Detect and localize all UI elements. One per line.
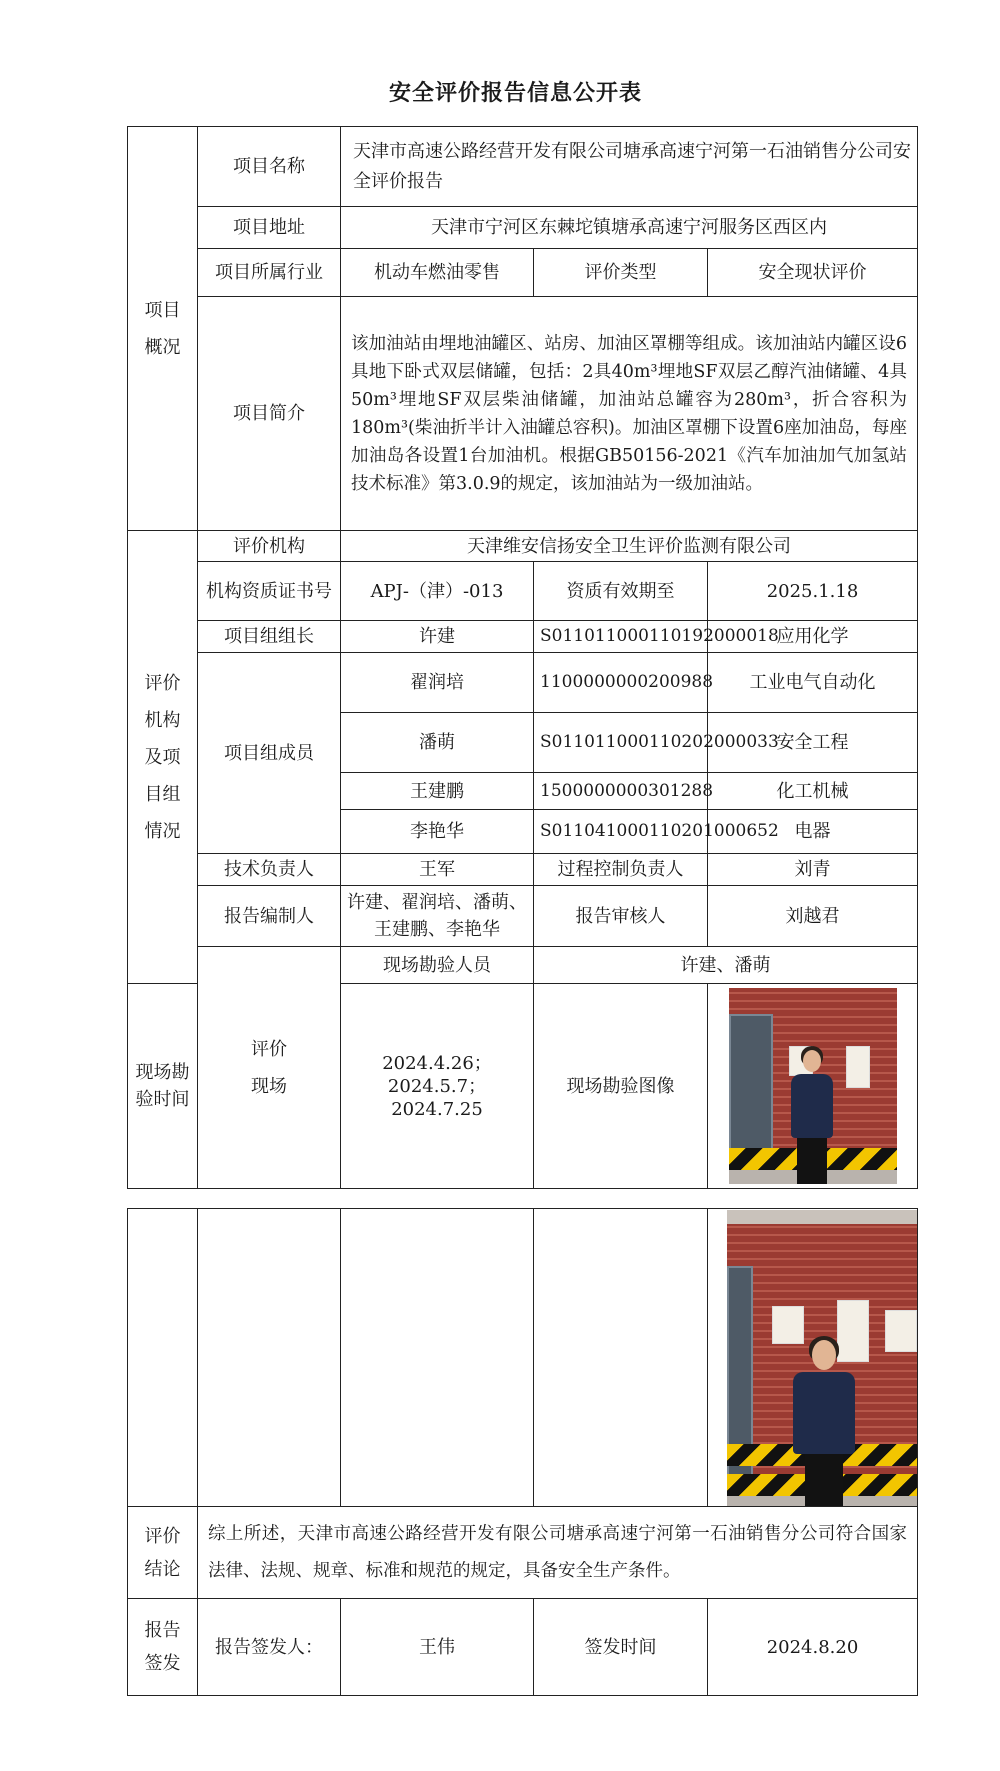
process-lead-label: 过程控制负责人 bbox=[534, 854, 708, 886]
project-address-value: 天津市宁河区东棘坨镇塘承高速宁河服务区西区内 bbox=[341, 207, 918, 249]
valid-value: 2025.1.18 bbox=[708, 562, 918, 621]
author-value: 许建、翟润培、潘萌、王建鹏、李艳华 bbox=[341, 886, 534, 947]
signer-label: 报告签发人： bbox=[198, 1599, 341, 1696]
member-id: 1100000000200988 bbox=[534, 653, 708, 713]
issue-date-value: 2024.8.20 bbox=[708, 1599, 918, 1696]
member-name: 潘萌 bbox=[341, 713, 534, 773]
project-intro-value: 该加油站由埋地油罐区、站房、加油区罩棚等组成。该加油站内罐区设6具地下卧式双层储罐，包括：2具40m³埋地SF双层乙醇汽油储罐、4具50m³埋地SF双层柴油储罐，加油站总罐容为280m³，折合容积为180m³(柴油折半计入油罐总容积)。加油区罩棚下设置6座加油岛，每座加油岛各设置1台加油机。根据GB50156-2021《汽车加油加气加氢站技术标准》第3.0.9的规定，该加油站为一级加油站。 bbox=[341, 297, 918, 531]
leader-major: 应用化学 bbox=[708, 621, 918, 653]
site-photo-cell bbox=[708, 1209, 918, 1507]
project-name-value: 天津市高速公路经营开发有限公司塘承高速宁河第一石油销售分公司安全评价报告 bbox=[341, 127, 918, 207]
valid-label: 资质有效期至 bbox=[534, 562, 708, 621]
site-image-label: 现场勘验图像 bbox=[534, 984, 708, 1189]
site-photo-cell bbox=[708, 984, 918, 1189]
member-major: 工业电气自动化 bbox=[708, 653, 918, 713]
page-title: 安全评价报告信息公开表 bbox=[388, 80, 642, 106]
project-industry-value: 机动车燃油零售 bbox=[341, 249, 534, 297]
project-industry-label: 项目所属行业 bbox=[198, 249, 341, 297]
member-major: 电器 bbox=[708, 810, 918, 854]
process-lead-value: 刘青 bbox=[708, 854, 918, 886]
cert-label: 机构资质证书号 bbox=[198, 562, 341, 621]
member-major: 化工机械 bbox=[708, 773, 918, 810]
member-major: 安全工程 bbox=[708, 713, 918, 773]
evaluation-type-value: 安全现状评价 bbox=[708, 249, 918, 297]
site-time-label: 现场勘验时间 bbox=[128, 984, 198, 1189]
reviewer-label: 报告审核人 bbox=[534, 886, 708, 947]
cert-value: APJ-（津）-013 bbox=[341, 562, 534, 621]
reviewer-value: 刘越君 bbox=[708, 886, 918, 947]
org-value: 天津维安信扬安全卫生评价监测有限公司 bbox=[341, 531, 918, 562]
conclusion-text: 综上所述，天津市高速公路经营开发有限公司塘承高速宁河第一石油销售分公司符合国家法律、法规、规章、标准和规范的规定，具备安全生产条件。 bbox=[198, 1507, 918, 1599]
project-intro-label: 项目简介 bbox=[198, 297, 341, 531]
section-site: 评价 现场 bbox=[198, 947, 341, 1189]
section-conclusion: 评价 结论 bbox=[128, 1507, 198, 1599]
members-label: 项目组成员 bbox=[198, 653, 341, 854]
leader-id: S011011000110192000018 bbox=[534, 621, 708, 653]
project-address-label: 项目地址 bbox=[198, 207, 341, 249]
site-photo-1 bbox=[729, 988, 897, 1184]
section-org: 评价 机构 及项 目组 情况 bbox=[128, 531, 198, 984]
section-project: 项目 概况 bbox=[128, 127, 198, 531]
leader-name: 许建 bbox=[341, 621, 534, 653]
member-name: 李艳华 bbox=[341, 810, 534, 854]
evaluation-type-label: 评价类型 bbox=[534, 249, 708, 297]
member-id: 1500000000301288 bbox=[534, 773, 708, 810]
site-photo-2 bbox=[727, 1210, 917, 1506]
member-name: 王建鹏 bbox=[341, 773, 534, 810]
author-label: 报告编制人 bbox=[198, 886, 341, 947]
site-staff-label: 现场勘验人员 bbox=[341, 947, 534, 984]
issue-date-label: 签发时间 bbox=[534, 1599, 708, 1696]
site-staff-value: 许建、潘萌 bbox=[534, 947, 918, 984]
tech-lead-label: 技术负责人 bbox=[198, 854, 341, 886]
section-issue: 报告 签发 bbox=[128, 1599, 198, 1696]
member-id: S011041000110201000652 bbox=[534, 810, 708, 854]
info-table-continued bbox=[127, 1208, 918, 1696]
leader-label: 项目组组长 bbox=[198, 621, 341, 653]
project-name-label: 项目名称 bbox=[198, 127, 341, 207]
site-time-value: 2024.4.26； 2024.5.7； 2024.7.25 bbox=[341, 984, 534, 1189]
tech-lead-value: 王军 bbox=[341, 854, 534, 886]
org-label: 评价机构 bbox=[198, 531, 341, 562]
member-name: 翟润培 bbox=[341, 653, 534, 713]
signer-value: 王伟 bbox=[341, 1599, 534, 1696]
info-table bbox=[127, 126, 918, 1189]
member-id: S011011000110202000033 bbox=[534, 713, 708, 773]
